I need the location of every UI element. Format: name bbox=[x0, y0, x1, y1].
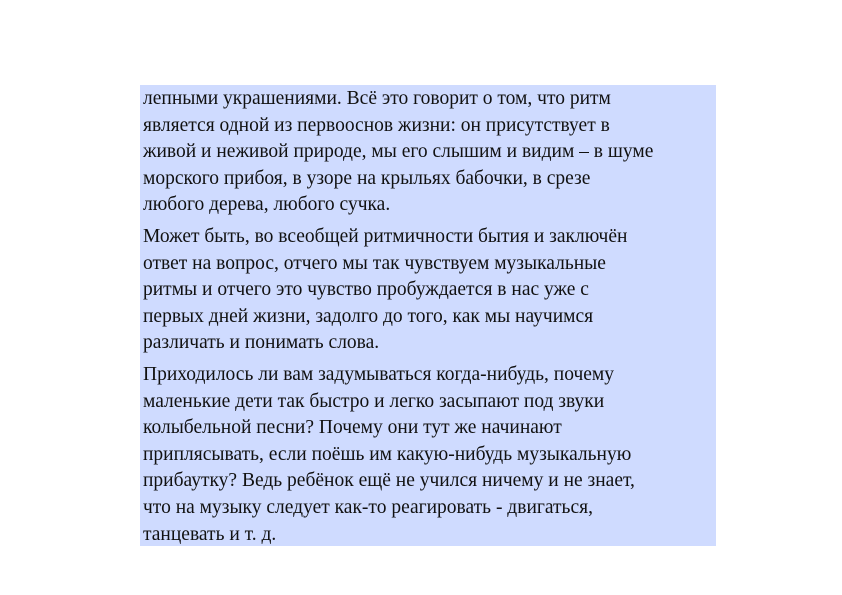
text-line: живой и неживой природе, мы его слышим и видим – в шуме bbox=[143, 141, 654, 163]
paragraph-2 bbox=[143, 224, 712, 357]
text-box bbox=[140, 85, 716, 546]
text-line: прибаутку? Ведь ребёнок ещё не учился ничему и не знает, bbox=[143, 470, 635, 492]
text-line: танцевать и т. д. bbox=[143, 523, 277, 545]
paragraph-1 bbox=[143, 86, 712, 219]
text-line: что на музыку следует как-то реагировать - двигаться, bbox=[143, 496, 593, 518]
text-line: ритмы и отчего это чувство пробуждается в нас уже с bbox=[143, 279, 589, 301]
text-line: маленькие дети так быстро и легко засыпают под звуки bbox=[143, 390, 605, 412]
text-line: лепными украшениями. Всё это говорит о том, что ритм bbox=[143, 88, 611, 109]
text-line: является одной из первооснов жизни: он присутствует в bbox=[143, 114, 610, 136]
text-line: первых дней жизни, задолго до того, как мы научимся bbox=[143, 305, 594, 327]
paragraph-3 bbox=[143, 362, 712, 548]
text-line: морского прибоя, в узоре на крыльях бабочки, в срезе bbox=[143, 167, 591, 189]
text-line: приплясывать, если поёшь им какую-нибудь музыкальную bbox=[143, 443, 632, 465]
text-line: любого дерева, любого сучка. bbox=[143, 194, 391, 216]
text-line: колыбельной песни? Почему они тут же начинают bbox=[143, 417, 562, 439]
text-line: ответ на вопрос, отчего мы так чувствуем музыкальные bbox=[143, 252, 606, 274]
text-line: Приходилось ли вам задумываться когда-нибудь, почему bbox=[143, 363, 614, 385]
text-line: Может быть, во всеобщей ритмичности бытия и заключён bbox=[143, 225, 628, 247]
text-line: различать и понимать слова. bbox=[143, 332, 380, 354]
